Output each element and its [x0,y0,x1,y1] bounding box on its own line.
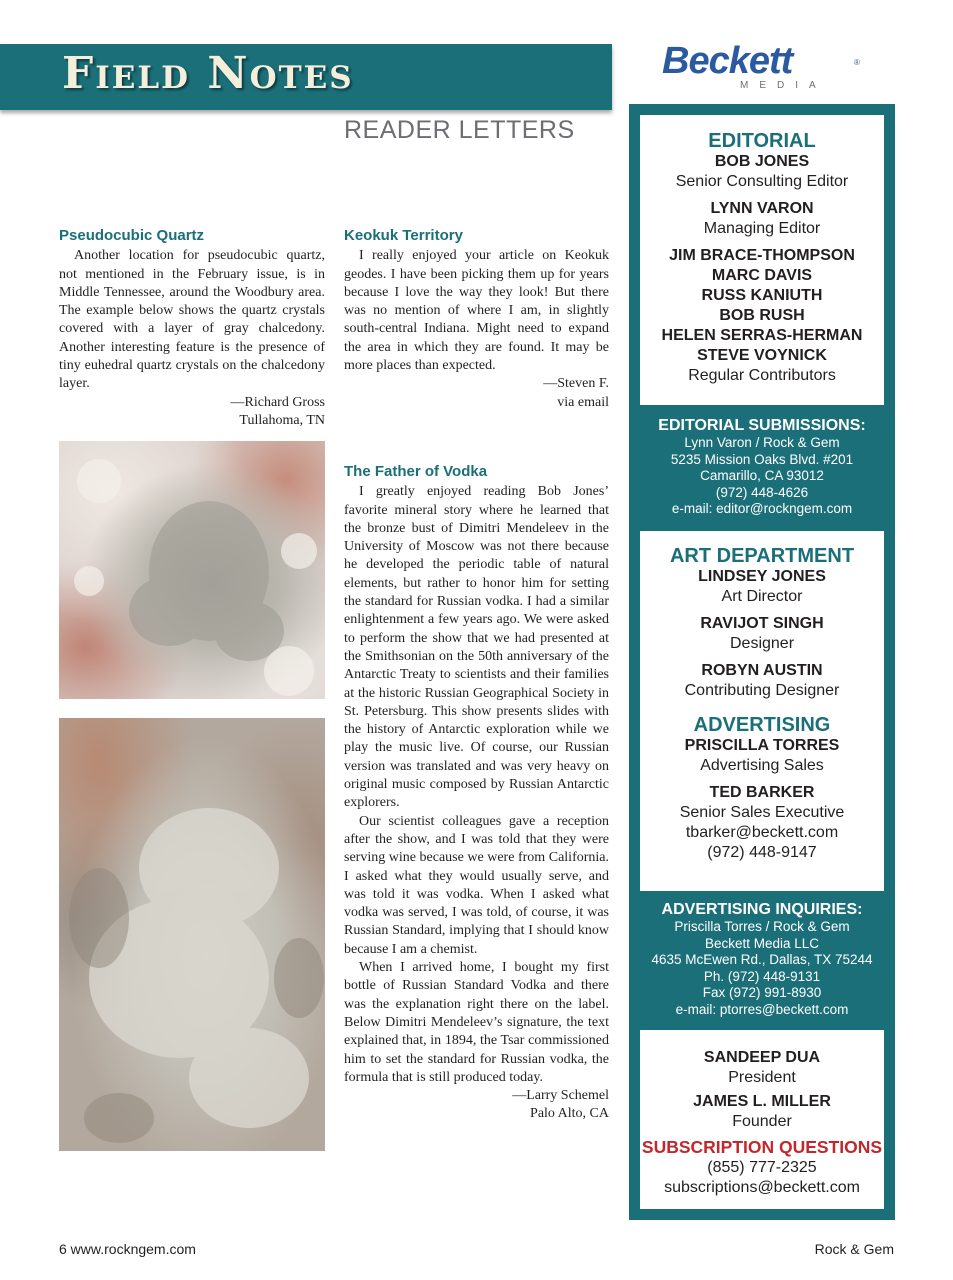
logo-media-label: MEDIA [740,80,827,91]
staff-role: Founder [732,1113,792,1130]
chalcedony-closeup-photo [59,718,325,1151]
editorial-box [640,115,884,405]
staff-role: President [728,1069,796,1086]
advertising-heading: ADVERTISING [693,714,831,736]
inquiries-email: e-mail: ptorres@beckett.com [675,1001,849,1017]
letter-paragraph: Another location for pseudocubic quartz, not mentioned in the February issue, is in Middle Tennessee, around the Woodbury area. The example below shows the quartz crystals covered with a layer of gray chalcedony. Another interesting feature is the presence of tiny euhedral quartz crystals on the chalcedony layer. [59,248,325,392]
letter-title: The Father of Vodka [344,463,488,480]
letter-paragraph: Our scientist colleagues gave a reception after the show, and I was told that they were serving wine because we were from California. I asked what they would usually serve, and was told it was vodka. When I asked what vodka was served, I was told, of course, it was Russian Standard, implying that I should know because I am a chemist. [344,813,609,957]
staff-role: Regular Contributors [688,367,836,384]
section-banner [0,44,612,110]
staff-role: Contributing Designer [684,682,840,699]
quartz-specimen-photo [59,441,325,699]
contributor-name: STEVE VOYNICK [697,347,827,364]
advertising-inquiries [629,900,895,1019]
art-advertising-box [640,531,884,891]
beckett-media-logo [658,40,863,98]
letter-title: Keokuk Territory [344,227,463,244]
subscription-heading: SUBSCRIPTION QUESTIONS [641,1137,883,1157]
letter-author: —Richard Gross [230,394,325,410]
staff-role: Senior Sales Executive [679,804,845,821]
inquiries-line: Beckett Media LLC [704,935,820,951]
letter-location: Tullahoma, TN [239,412,325,428]
executive-box [640,1030,884,1209]
subscription-email: subscriptions@beckett.com [664,1179,860,1196]
letter-author: —Larry Schemel [512,1088,609,1104]
submissions-line: Lynn Varon / Rock & Gem [684,435,840,450]
staff-name: SANDEEP DUA [703,1049,821,1066]
staff-name: JAMES L. MILLER [693,1093,831,1110]
logo-wordmark: Beckett [662,40,793,82]
staff-role: Managing Editor [703,220,821,237]
section-subtitle: READER LETTERS [344,116,575,144]
section-title: Field Notes [62,48,354,99]
letter-location: via email [557,394,609,410]
staff-role: Designer [729,635,795,652]
letter-paragraph: I really enjoyed your article on Keokuk geodes. I have been picking them up for years because I love the way they look! But there was no mention of where I am, in slightly south-central Indiana. Might need to expand the area in which they are found. It may be more places than expected. [344,248,609,374]
staff-email: tbarker@beckett.com [685,824,839,841]
letter-author: —Steven F. [543,376,609,392]
letter-pseudocubic-quartz [59,227,325,430]
submissions-line: 5235 Mission Oaks Blvd. #201 [670,451,854,467]
letter-father-of-vodka [344,463,609,1124]
footer-page-url: 6 www.rockngem.com [59,1241,196,1257]
submissions-email: e-mail: editor@rockngem.com [671,501,853,517]
masthead-sidebar [629,104,895,1220]
contributor-name: JIM BRACE-THOMPSON [669,247,855,264]
staff-role: Art Director [721,588,803,605]
subscription-phone: (855) 777-2325 [707,1159,817,1176]
letter-paragraph: When I arrived home, I bought my first bottle of Russian Standard Vodka and there was the explanation right there on the label. Below Dimitri Mendeleev’s signature, the text explained that, in 1894, the Tsar commissioned him to set the standard for Russian vodka, the formula that is still produced today. [344,960,609,1085]
inquiries-line: Ph. (972) 448-9131 [703,968,821,984]
staff-role: Senior Consulting Editor [675,173,849,190]
submissions-line: (972) 448-4626 [715,484,809,500]
letter-keokuk-territory [344,227,609,412]
inquiries-line: Priscilla Torres / Rock & Gem [674,919,850,934]
submissions-line: Camarillo, CA 93012 [700,468,824,484]
staff-name: RAVIJOT SINGH [700,615,824,632]
staff-role: Advertising Sales [700,757,824,774]
staff-name: TED BARKER [709,784,815,801]
footer-magazine-name: Rock & Gem [814,1241,894,1257]
contributor-name: MARC DAVIS [711,267,813,284]
staff-name: LINDSEY JONES [698,568,826,585]
letter-title: Pseudocubic Quartz [59,227,205,244]
contributor-name: BOB RUSH [719,307,805,324]
inquiries-heading: ADVERTISING INQUIRIES: [661,901,863,918]
staff-name: LYNN VARON [710,200,814,217]
staff-phone: (972) 448-9147 [707,844,817,861]
contributor-name: HELEN SERRAS-HERMAN [661,327,863,344]
letter-paragraph: I greatly enjoyed reading Bob Jones’ favorite mineral story where he learned that the bronze bust of Dimitri Mendeleev in the University of Moscow was not there because he developed the periodic table of natural elements, but rather to honor him for setting the standard for Russian vodka. I had a similar enlightenment a few years ago. We were asked to perform the show that we had presented at the Smithsonian on the 50th anniversary of the Antarctic Treaty to scientists and their families at the historic Russian Geographical Society in St. Petersburg. This show presents slides with the history of Antarctic exploration while we play the music live. Of course, our Russian version was translated and was very heavy on original music composed by Russian Antarctic explorers. [344,484,609,811]
contributor-name: RUSS KANIUTH [701,287,823,304]
staff-name: BOB JONES [714,153,810,170]
inquiries-line: Fax (972) 991-8930 [702,985,822,1001]
letter-location: Palo Alto, CA [530,1106,609,1122]
editorial-submissions [629,416,895,518]
editorial-heading: EDITORIAL [708,130,816,152]
staff-name: PRISCILLA TORRES [684,737,840,754]
art-department-heading: ART DEPARTMENT [669,545,855,567]
inquiries-line: 4635 McEwen Rd., Dallas, TX 75244 [651,952,873,968]
logo-registered-mark: ® [854,58,860,67]
staff-name: ROBYN AUSTIN [701,662,823,679]
submissions-heading: EDITORIAL SUBMISSIONS: [658,417,866,434]
